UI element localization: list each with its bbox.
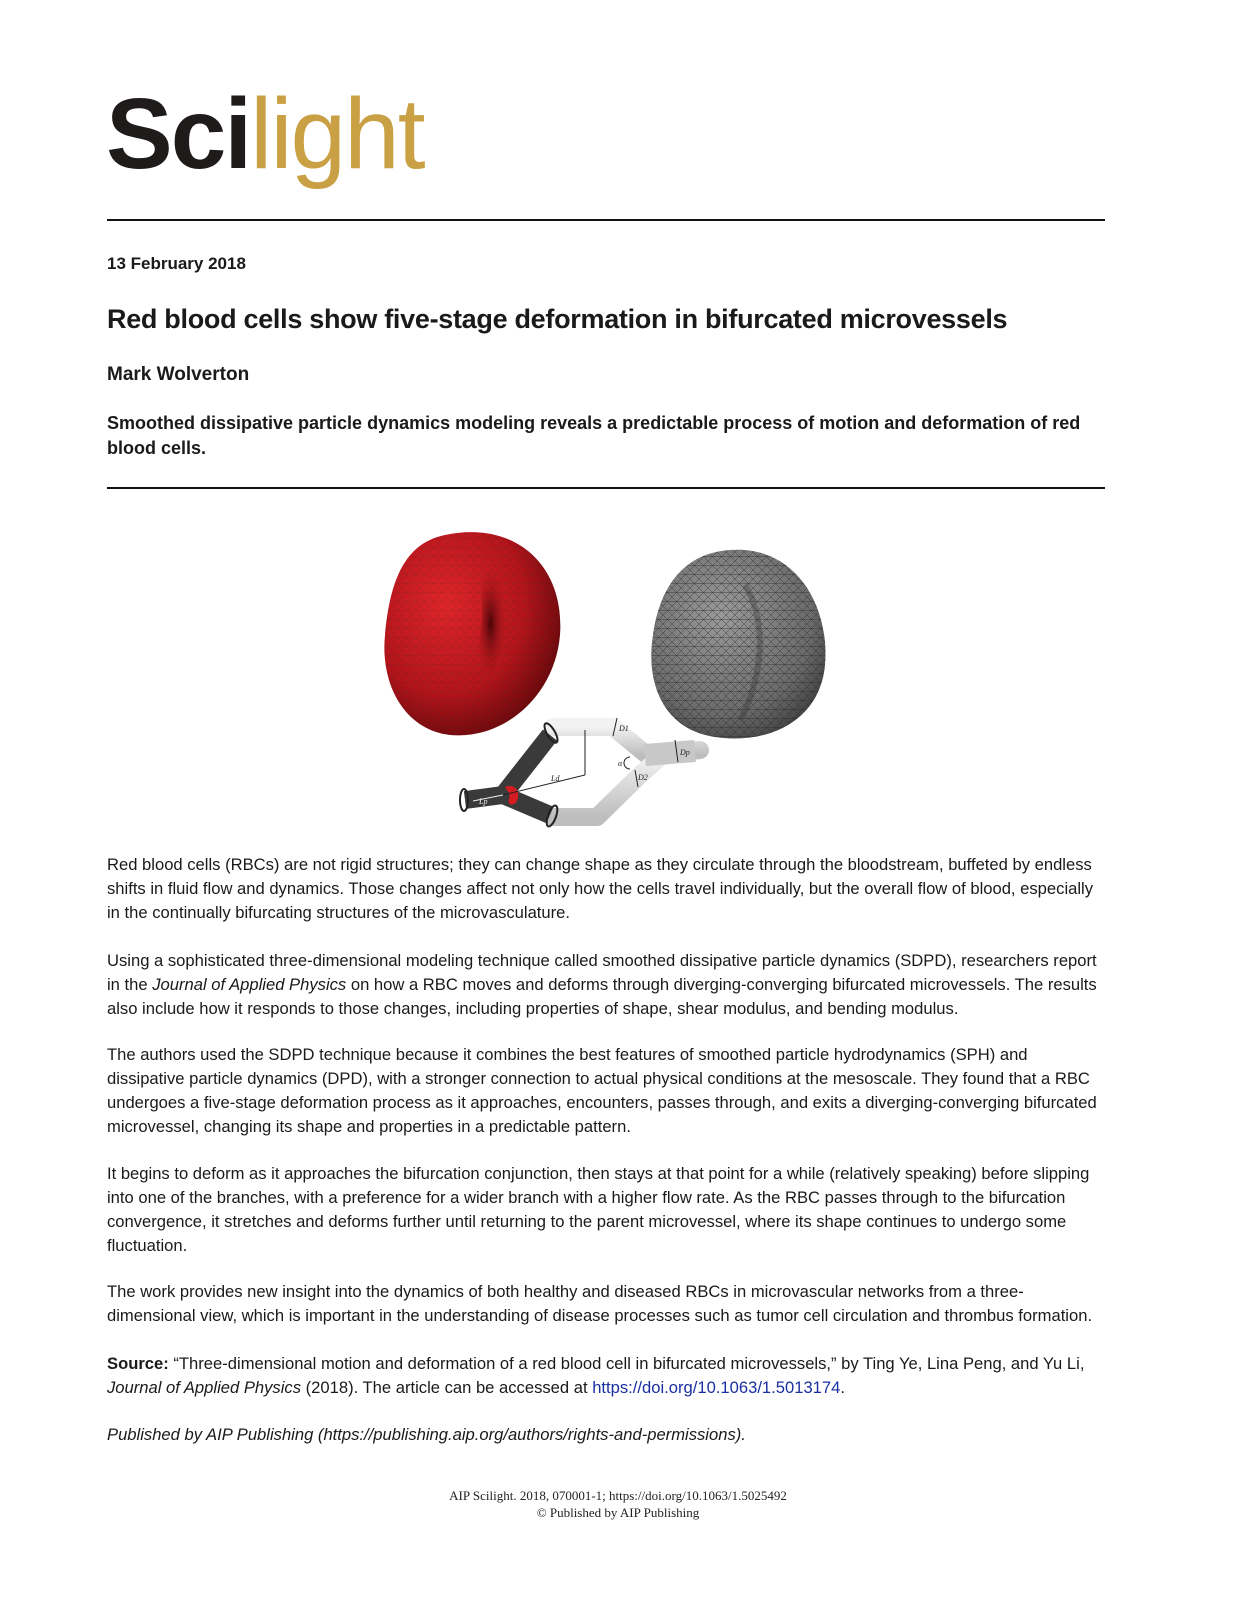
subtitle-divider: [107, 487, 1105, 489]
paragraph-2-journal: Journal of Applied Physics: [152, 975, 347, 994]
paragraph-4: [107, 1162, 1107, 1258]
label-alpha: α: [618, 759, 623, 768]
footer-citation: AIP Scilight. 2018, 070001-1; https://doi.org/10.1063/1.5025492: [449, 1488, 787, 1503]
article-figure: [375, 525, 835, 830]
source-text-b: (2018). The article can be accessed at: [301, 1378, 593, 1397]
label-ld: Ld: [551, 774, 560, 783]
paragraph-5: [107, 1280, 1107, 1328]
logo-sci: Sci: [106, 78, 251, 190]
label-d1: D1: [619, 724, 629, 733]
paragraph-1-text: Red blood cells (RBCs) are not rigid structures; they can change shape as they circulate through the bloodstream, buffeted by endless shifts in fluid flow and dynamics. Those changes affect not only how the cells travel individually, but the overall flow of blood, especially in the continually bifurcating structures of the microvasculature.: [107, 855, 1094, 922]
source-end: .: [840, 1378, 845, 1397]
paragraph-3-text: The authors used the SDPD technique because it combines the best features of smoothed particle hydrodynamics (SPH) and dissipative particle dynamics (DPD), with a stronger connection to actual physical conditions at the mesoscale. They found that a RBC undergoes a five-stage deformation process as it approaches, encounters, passes through, and exits a diverging-converging bifurcated microvessel, changing its shape and properties in a predictable pattern.: [107, 1045, 1097, 1136]
source-journal: Journal of Applied Physics: [107, 1378, 302, 1397]
paragraph-1: [107, 853, 1107, 925]
published-by-text: Published by AIP Publishing (https://publishing.aip.org/authors/rights-and-permissions).: [107, 1425, 746, 1444]
header-divider: [107, 219, 1105, 221]
label-d2: D2: [638, 773, 648, 782]
paragraph-3: [107, 1043, 1107, 1139]
article-title: Red blood cells show five-stage deformation in bifurcated microvessels: [107, 304, 1008, 334]
label-dp: Dp: [680, 748, 690, 757]
source-label: Source:: [107, 1354, 169, 1373]
source-text-a: “Three-dimensional motion and deformation of a red blood cell in bifurcated microvessels,” by Ting Ye, Lina Peng, and Yu Li,: [168, 1354, 1085, 1373]
scilight-logo: [106, 78, 424, 194]
source-citation: [107, 1352, 1107, 1400]
label-lp: Lp: [479, 797, 488, 806]
publication-date: 13 February 2018: [107, 254, 246, 273]
paragraph-2: [107, 949, 1107, 1021]
paragraph-4-text: It begins to deform as it approaches the bifurcation conjunction, then stays at that point for a while (relatively speaking) before slipping into one of the branches, with a preference for a wider branch with a higher flow rate. As the RBC passes through to the bifurcation convergence, it stretches and deforms further until returning to the parent microvessel, where its shape continues to undergo some fluctuation.: [107, 1164, 1090, 1255]
article-author: Mark Wolverton: [107, 364, 250, 385]
paragraph-2-text-a: Using a sophisticated three-dimensional modeling technique called smoothed dissipative particle dynamics (SDPD), researchers report in the: [107, 951, 1097, 994]
mesh-cell-model: [651, 550, 825, 739]
footer-copyright: © Published by AIP Publishing: [536, 1505, 700, 1520]
bifurcation-diagram: [460, 718, 700, 828]
red-blood-cell-model: [384, 532, 560, 735]
rbc-figure-svg: [375, 525, 835, 830]
source-doi-link[interactable]: https://doi.org/10.1063/1.5013174: [592, 1378, 841, 1397]
published-by-note: [107, 1423, 1107, 1447]
paragraph-5-text: The work provides new insight into the dynamics of both healthy and diseased RBCs in microvascular networks from a three-dimensional view, which is important in the understanding of disease processes such as tumor cell circulation and thrombus formation.: [107, 1282, 1093, 1325]
paragraph-2-text-b: on how a RBC moves and deforms through diverging-converging bifurcated microvessels. The results also include how it responds to those changes, including properties of shape, shear modulus, and bending modulus.: [107, 975, 1097, 1018]
logo-light: light: [250, 78, 424, 190]
article-subtitle: Smoothed dissipative particle dynamics modeling reveals a predictable process of motion and deformation of red blood cells.: [107, 413, 1081, 458]
